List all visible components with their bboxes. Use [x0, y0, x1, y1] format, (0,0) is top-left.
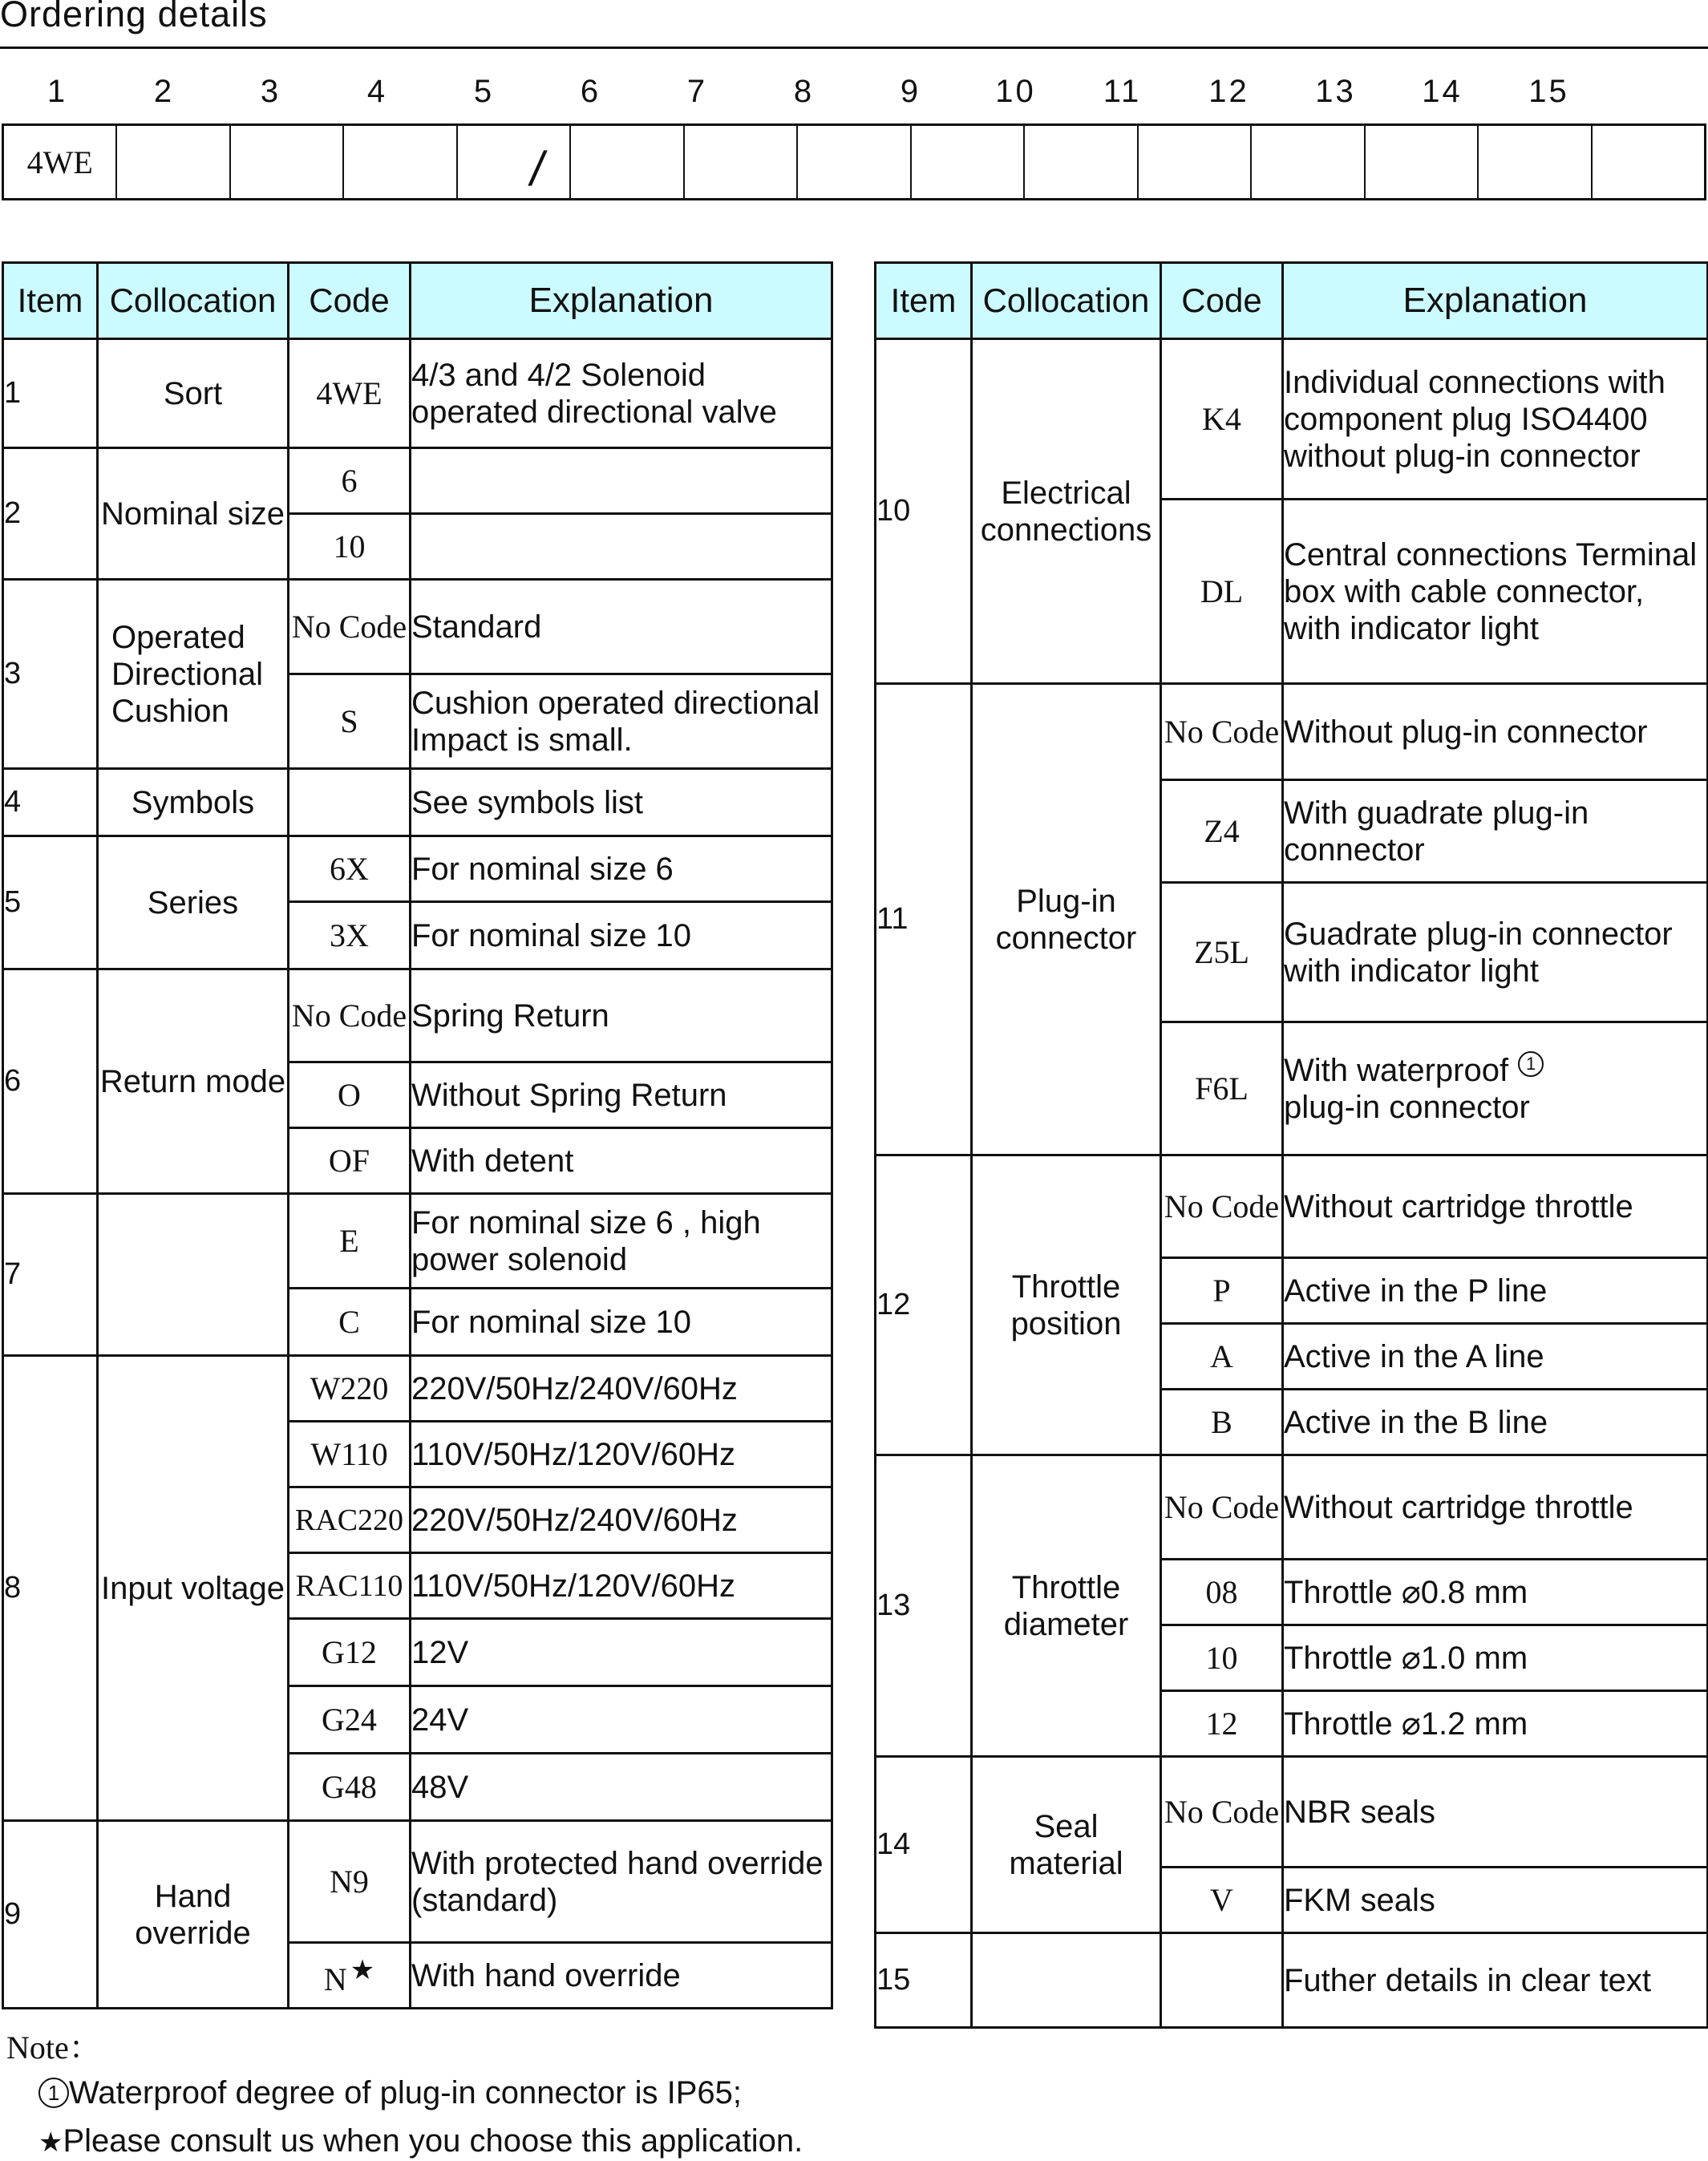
- explanation: Central connections Terminal box with cable connector, with indicator light: [1283, 500, 1708, 684]
- note-2-text: Please consult us when you choose this application.: [63, 2123, 803, 2159]
- collocation: Throttle position: [972, 1155, 1161, 1455]
- collocation: [972, 1933, 1161, 2028]
- code: 6: [289, 448, 411, 514]
- code-box: [1593, 126, 1704, 198]
- collocation: Input voltage: [98, 1356, 289, 1821]
- note-1-icon: 1: [1518, 1051, 1544, 1077]
- item-number: 10: [876, 339, 972, 684]
- table-row: [3, 1194, 832, 1289]
- code: No Code: [1161, 1757, 1283, 1868]
- item-number: 9: [3, 1821, 98, 2009]
- code: G48: [289, 1754, 411, 1821]
- item-number: 14: [876, 1757, 972, 1933]
- star-icon: ★: [350, 1956, 375, 1985]
- explanation: Without Spring Return: [411, 1062, 832, 1128]
- explanation: Futher details in clear text: [1283, 1933, 1708, 2028]
- explanation: [1283, 1022, 1708, 1155]
- explanation: Active in the A line: [1283, 1324, 1708, 1390]
- code-position: 11: [1103, 74, 1142, 109]
- code-position: 8: [793, 74, 815, 109]
- explanation: 220V/50Hz/240V/60Hz: [411, 1356, 832, 1422]
- explanation: With detent: [411, 1128, 832, 1194]
- explanation: For nominal size 6 , high power solenoid: [411, 1194, 832, 1289]
- explanation: 220V/50Hz/240V/60Hz: [411, 1487, 832, 1553]
- item-number: 7: [3, 1194, 98, 1356]
- explanation: With hand override: [411, 1943, 832, 2009]
- code: W110: [289, 1422, 411, 1487]
- code-position: 1: [47, 74, 68, 109]
- code: E: [289, 1194, 411, 1289]
- collocation: Throttle diameter: [972, 1455, 1161, 1757]
- code: 12: [1161, 1691, 1283, 1757]
- star-icon: ★: [38, 2127, 63, 2158]
- code: A: [1161, 1324, 1283, 1390]
- code-position: 15: [1528, 74, 1569, 109]
- code: 4WE: [289, 339, 411, 448]
- code-position: 7: [686, 74, 708, 109]
- code: P: [1161, 1258, 1283, 1324]
- item-number: 1: [3, 339, 98, 448]
- code-position: 14: [1422, 74, 1463, 109]
- code: 6X: [289, 836, 411, 902]
- explanation: For nominal size 10: [411, 902, 832, 969]
- collocation: Electrical connections: [972, 339, 1161, 684]
- code-box: [685, 126, 798, 198]
- explanation: Cushion operated directional Impact is small.: [411, 674, 832, 769]
- code: Z5L: [1161, 883, 1283, 1022]
- code-position: 9: [900, 74, 921, 109]
- note-2: [38, 2123, 803, 2159]
- header-code: Code: [1161, 263, 1283, 339]
- code: O: [289, 1062, 411, 1128]
- collocation: Return mode: [98, 969, 289, 1194]
- explanation: Throttle ⌀0.8 mm: [1283, 1560, 1708, 1625]
- collocation: Nominal size: [98, 448, 289, 580]
- table-row: [3, 769, 832, 836]
- explanation: 110V/50Hz/120V/60Hz: [411, 1422, 832, 1487]
- table-row: [876, 684, 1708, 780]
- explanation: 48V: [411, 1754, 832, 1821]
- code-position-numbers: [2, 74, 1706, 119]
- code: RAC220: [289, 1487, 411, 1553]
- explanation: Without cartridge throttle: [1283, 1455, 1708, 1560]
- collocation: Plug-in connector: [972, 684, 1161, 1155]
- code-box: [458, 126, 571, 198]
- explanation: See symbols list: [411, 769, 832, 836]
- code: 3X: [289, 902, 411, 969]
- item-number: 5: [3, 836, 98, 969]
- code: G12: [289, 1619, 411, 1686]
- header-item: Item: [3, 263, 98, 339]
- collocation: Seal material: [972, 1757, 1161, 1933]
- code-position: 3: [260, 74, 281, 109]
- ordering-table-right: [874, 261, 1708, 2029]
- header-explanation: Explanation: [411, 263, 832, 339]
- code: V: [1161, 1868, 1283, 1933]
- item-number: 8: [3, 1356, 98, 1821]
- code-box: [231, 126, 344, 198]
- table-row: [3, 1821, 832, 1943]
- table-header-row: [876, 263, 1708, 339]
- header-code: Code: [289, 263, 411, 339]
- code-box: [571, 126, 684, 198]
- page-title: Ordering details: [0, 0, 268, 34]
- code: No Code: [289, 580, 411, 674]
- collocation: Hand override: [98, 1821, 289, 2009]
- item-number: 11: [876, 684, 972, 1155]
- explanation: Throttle ⌀1.2 mm: [1283, 1691, 1708, 1757]
- note-1-text: Waterproof degree of plug-in connector is IP65;: [69, 2075, 742, 2110]
- collocation: Series: [98, 836, 289, 969]
- explanation: Spring Return: [411, 969, 832, 1062]
- collocation: Operated Directional Cushion: [98, 580, 289, 769]
- code: [289, 769, 411, 836]
- code: G24: [289, 1686, 411, 1754]
- explanation: Active in the B line: [1283, 1390, 1708, 1455]
- table-row: [3, 836, 832, 902]
- ordering-table-left: [2, 261, 833, 2009]
- code: RAC110: [289, 1553, 411, 1619]
- code: No Code: [1161, 684, 1283, 780]
- explanation: Without cartridge throttle: [1283, 1155, 1708, 1258]
- header-item: Item: [876, 263, 972, 339]
- header-collocation: Collocation: [98, 263, 289, 339]
- explanation: For nominal size 6: [411, 836, 832, 902]
- code: C: [289, 1289, 411, 1356]
- code: OF: [289, 1128, 411, 1194]
- code: 10: [289, 514, 411, 580]
- explanation: Without plug-in connector: [1283, 684, 1708, 780]
- table-row: [876, 339, 1708, 500]
- table-row: [876, 1155, 1708, 1258]
- table-row: [3, 580, 832, 674]
- code-position: 2: [153, 74, 175, 109]
- code-box: [1366, 126, 1479, 198]
- code-value: N: [323, 1961, 347, 1997]
- code: S: [289, 674, 411, 769]
- explanation: 110V/50Hz/120V/60Hz: [411, 1553, 832, 1619]
- code-box: [117, 126, 230, 198]
- header-explanation: Explanation: [1283, 263, 1708, 339]
- table-row: [876, 1757, 1708, 1868]
- explanation: Individual connections with component plug ISO4400 without plug-in connector: [1283, 339, 1708, 500]
- note-1-icon: 1: [38, 2078, 69, 2108]
- code-position: 13: [1315, 74, 1356, 109]
- code-separator-slash: /: [526, 142, 549, 196]
- item-number: 4: [3, 769, 98, 836]
- explanation: 24V: [411, 1686, 832, 1754]
- code: B: [1161, 1390, 1283, 1455]
- code: W220: [289, 1356, 411, 1422]
- header-collocation: Collocation: [972, 263, 1161, 339]
- item-number: 3: [3, 580, 98, 769]
- code: No Code: [289, 969, 411, 1062]
- table-header-row: [3, 263, 832, 339]
- code: Z4: [1161, 780, 1283, 883]
- code-position: 6: [580, 74, 601, 109]
- table-row: [876, 1933, 1708, 2028]
- code-box: 4WE: [4, 126, 117, 198]
- item-number: 13: [876, 1455, 972, 1757]
- explanation: With protected hand override (standard): [411, 1821, 832, 1943]
- explanation: 12V: [411, 1619, 832, 1686]
- item-number: 2: [3, 448, 98, 580]
- note-1: [38, 2075, 742, 2111]
- table-row: [3, 339, 832, 448]
- code: No Code: [1161, 1455, 1283, 1560]
- code-position: 5: [473, 74, 495, 109]
- code-box: [1139, 126, 1252, 198]
- table-row: [876, 1455, 1708, 1560]
- explanation: [411, 448, 832, 514]
- explanation: For nominal size 10: [411, 1289, 832, 1356]
- table-row: [3, 1356, 832, 1422]
- code-position: 10: [995, 74, 1036, 109]
- explanation: Active in the P line: [1283, 1258, 1708, 1324]
- code: No Code: [1161, 1155, 1283, 1258]
- code: F6L: [1161, 1022, 1283, 1155]
- table-row: [3, 969, 832, 1062]
- code-box: [1479, 126, 1592, 198]
- explanation: With guadrate plug-in connector: [1283, 780, 1708, 883]
- code: [1161, 1933, 1283, 2028]
- title-divider: [0, 47, 1708, 49]
- explanation-line: With waterproof: [1284, 1053, 1509, 1088]
- code-box: [798, 126, 911, 198]
- code-position: 12: [1208, 74, 1249, 109]
- code: N9: [289, 1821, 411, 1943]
- explanation: Standard: [411, 580, 832, 674]
- note-title: Note：: [6, 2029, 101, 2066]
- explanation: NBR seals: [1283, 1757, 1708, 1868]
- collocation: [98, 1194, 289, 1356]
- item-number: 12: [876, 1155, 972, 1455]
- code: 08: [1161, 1560, 1283, 1625]
- table-row: [3, 448, 832, 514]
- explanation: FKM seals: [1283, 1868, 1708, 1933]
- code-box: [1025, 126, 1138, 198]
- code: 10: [1161, 1625, 1283, 1691]
- code-box: [344, 126, 457, 198]
- code-position: 4: [366, 74, 388, 109]
- explanation: 4/3 and 4/2 Solenoid operated directional valve: [411, 339, 832, 448]
- collocation: Sort: [98, 339, 289, 448]
- explanation: [411, 514, 832, 580]
- code-box: [912, 126, 1025, 198]
- code-box: [1252, 126, 1365, 198]
- collocation: Symbols: [98, 769, 289, 836]
- explanation-line: plug-in connector: [1284, 1090, 1530, 1125]
- explanation: Throttle ⌀1.0 mm: [1283, 1625, 1708, 1691]
- code: DL: [1161, 500, 1283, 684]
- explanation: Guadrate plug-in connector with indicator light: [1283, 883, 1708, 1022]
- item-number: 15: [876, 1933, 972, 2028]
- code: K4: [1161, 339, 1283, 500]
- ordering-code-boxes: [2, 123, 1706, 200]
- item-number: 6: [3, 969, 98, 1194]
- code: [289, 1943, 411, 2009]
